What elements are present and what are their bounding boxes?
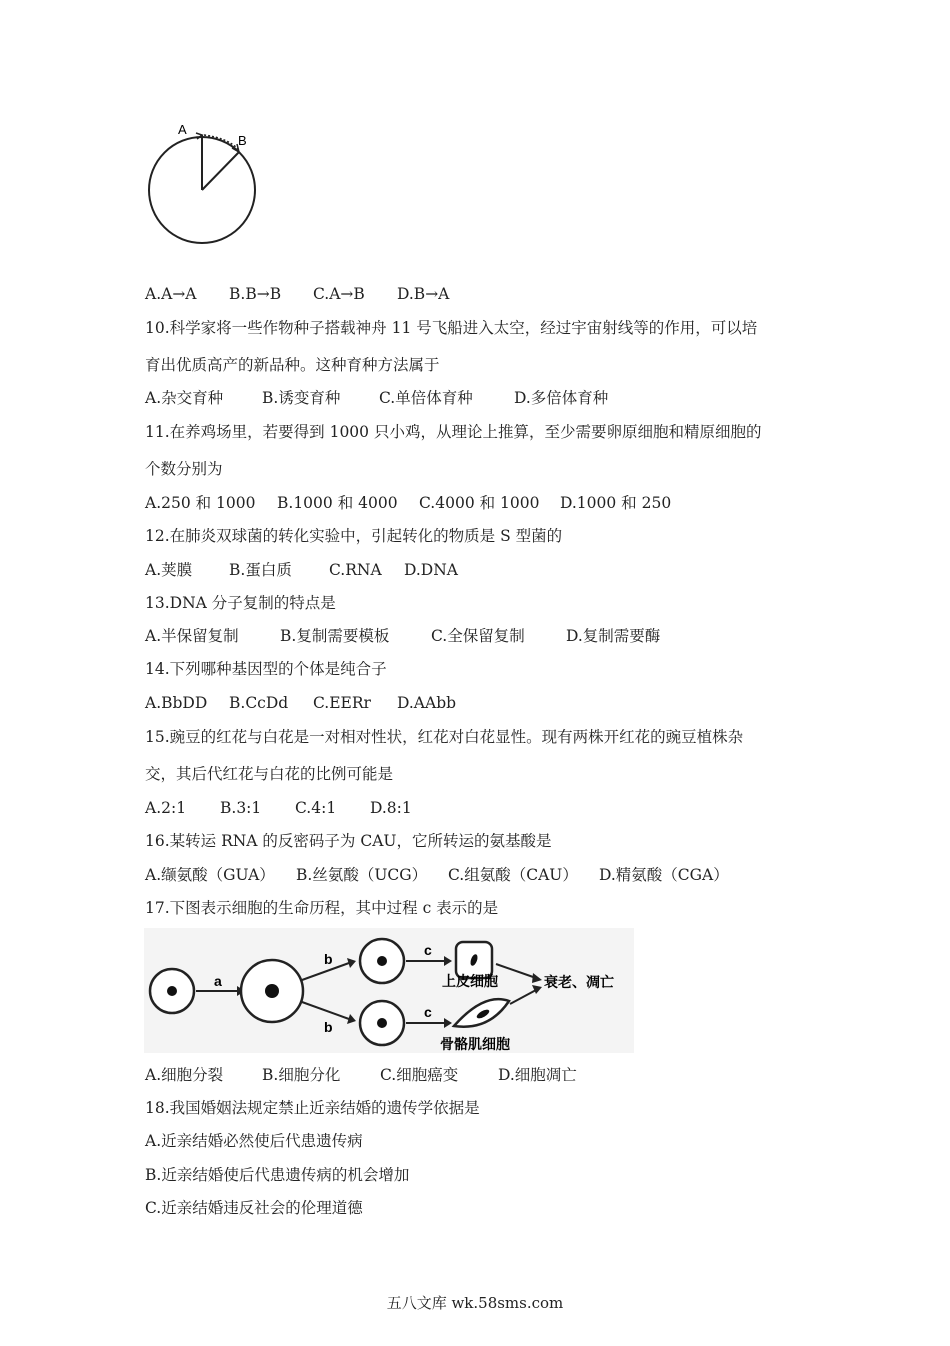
q17-option-d[interactable]: D.细胞凋亡 [498, 1066, 577, 1084]
q11-stem-1: 11.在养鸡场里，若要得到 1000 只小鸡，从理论上推算，至少需要卵原细胞和精原细胞的 [145, 423, 762, 441]
q16-stem: 16.某转运 RNA 的反密码子为 CAU，它所转运的氨基酸是 [145, 832, 552, 850]
q18-stem: 18.我国婚姻法规定禁止近亲结婚的遗传学依据是 [145, 1099, 480, 1117]
q14-stem: 14.下列哪种基因型的个体是纯合子 [145, 660, 387, 678]
q14-option-a[interactable]: A.BbDD [145, 694, 208, 712]
q11-option-d[interactable]: D.1000 和 250 [560, 494, 672, 512]
q18-option-a[interactable]: A.近亲结婚必然使后代患遗传病 [145, 1132, 363, 1150]
hand-b [202, 152, 239, 190]
q12-stem: 12.在肺炎双球菌的转化实验中，引起转化的物质是 S 型菌的 [145, 527, 563, 545]
arrow-c-up-label: c [424, 942, 432, 958]
q14-option-b[interactable]: B.CcDd [229, 694, 289, 712]
q10-stem-1: 10.科学家将一些作物种子搭载神舟 11 号飞船进入太空，经过宇宙射线等的作用，可以培 [145, 319, 758, 337]
label-a: A [178, 122, 187, 137]
q9-option-b[interactable]: B.B→B [229, 285, 282, 303]
q10-option-d[interactable]: D.多倍体育种 [514, 389, 609, 407]
q17-stem: 17.下图表示细胞的生命历程，其中过程 c 表示的是 [145, 899, 499, 917]
arrow-b-down-label: b [324, 1019, 333, 1035]
q17-option-a[interactable]: A.细胞分裂 [145, 1066, 224, 1084]
label-b: B [238, 133, 247, 148]
q12-option-b[interactable]: B.蛋白质 [229, 561, 292, 579]
q15-option-d[interactable]: D.8:1 [370, 799, 412, 817]
nucleus-3 [377, 956, 387, 966]
q13-option-a[interactable]: A.半保留复制 [145, 627, 239, 645]
q14-options [145, 693, 456, 713]
fate-label: 衰老、凋亡 [544, 974, 614, 990]
nucleus-1 [167, 986, 177, 996]
muscle-label: 骨骼肌细胞 [440, 1036, 510, 1052]
q9-option-d[interactable]: D.B→A [397, 285, 450, 303]
q15-stem-1: 15.豌豆的红花与白花是一对相对性状，红花对白花显性。现有两株开红花的豌豆植株杂 [145, 728, 744, 746]
q12-option-a[interactable]: A.荚膜 [145, 561, 193, 579]
epithelial-label: 上皮细胞 [442, 973, 498, 989]
q11-stem-2: 个数分别为 [145, 460, 223, 478]
q13-options [145, 626, 660, 646]
q14-option-c[interactable]: C.EERr [313, 694, 371, 712]
q16-options [145, 865, 729, 885]
q10-option-b[interactable]: B.诱变育种 [262, 389, 341, 407]
q9-option-c[interactable]: C.A→B [313, 285, 365, 303]
q17-option-b[interactable]: B.细胞分化 [262, 1066, 341, 1084]
q11-option-c[interactable]: C.4000 和 1000 [419, 494, 540, 512]
arrow-a-label: a [214, 973, 222, 989]
q10-options [145, 388, 608, 408]
q15-options [145, 798, 412, 818]
q16-option-a[interactable]: A.缬氨酸（GUA） [145, 866, 275, 884]
nucleus-2 [265, 984, 279, 998]
q16-option-c[interactable]: C.组氨酸（CAU） [448, 866, 578, 884]
footer-watermark: 五八文库 wk.58sms.com [386, 1294, 564, 1312]
q12-option-d[interactable]: D.DNA [404, 561, 458, 579]
q15-option-a[interactable]: A.2:1 [145, 799, 187, 817]
q17-cell-diagram [144, 928, 634, 1053]
q11-options [145, 493, 671, 513]
q11-option-b[interactable]: B.1000 和 4000 [277, 494, 398, 512]
q18-option-c[interactable]: C.近亲结婚违反社会的伦理道德 [145, 1199, 363, 1217]
nucleus-4 [377, 1018, 387, 1028]
q18-option-b[interactable]: B.近亲结婚使后代患遗传病的机会增加 [145, 1166, 410, 1184]
arrow-b-up-label: b [324, 951, 333, 967]
q16-option-b[interactable]: B.丝氨酸（UCG） [296, 866, 428, 884]
q15-option-c[interactable]: C.4:1 [295, 799, 337, 817]
q17-options [145, 1065, 577, 1085]
q12-options [145, 560, 458, 580]
q14-option-d[interactable]: D.AAbb [397, 694, 457, 712]
arrow-c-down-label: c [424, 1004, 432, 1020]
q10-stem-2: 育出优质高产的新品种。这种育种方法属于 [145, 356, 440, 374]
q15-option-b[interactable]: B.3:1 [220, 799, 262, 817]
q9-option-a[interactable]: A.A→A [145, 285, 197, 303]
q13-stem: 13.DNA 分子复制的特点是 [145, 594, 336, 612]
q13-option-d[interactable]: D.复制需要酶 [566, 627, 661, 645]
q15-stem-2: 交，其后代红花与白花的比例可能是 [145, 765, 394, 783]
q16-option-d[interactable]: D.精氨酸（CGA） [599, 866, 729, 884]
q10-option-c[interactable]: C.单倍体育种 [379, 389, 473, 407]
q12-option-c[interactable]: C.RNA [329, 561, 382, 579]
q10-option-a[interactable]: A.杂交育种 [145, 389, 224, 407]
q13-option-b[interactable]: B.复制需要模板 [280, 627, 390, 645]
q17-option-c[interactable]: C.细胞癌变 [380, 1066, 459, 1084]
q13-option-c[interactable]: C.全保留复制 [431, 627, 525, 645]
q11-option-a[interactable]: A.250 和 1000 [145, 494, 256, 512]
q9-clock-diagram [140, 118, 265, 256]
q9-options [145, 284, 449, 304]
